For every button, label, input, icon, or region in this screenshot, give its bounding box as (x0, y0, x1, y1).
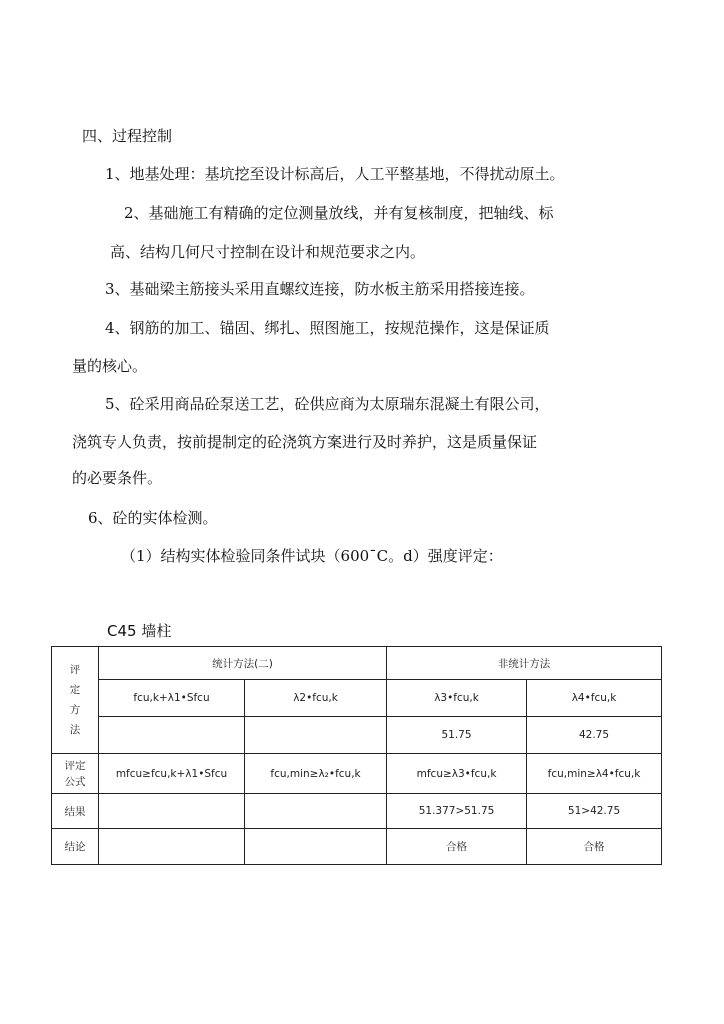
table-row (52, 754, 662, 794)
strength-evaluation-table (51, 646, 662, 865)
non-statistical-method-header: 非统计方法 (387, 647, 662, 680)
method-label-char: 评 (69, 664, 81, 676)
subheader-cell: fcu,k+λ1•Sfcu (99, 680, 245, 717)
paragraph-concrete-line1: 5、砼采用商品砼泵送工艺，砼供应商为太原瑞东混凝土有限公司， (105, 395, 550, 413)
paragraph-positioning-line1: 2、基础施工有精确的定位测量放线，并有复核制度，把轴线、标 (124, 204, 554, 222)
formula-label-line: 评定 (64, 759, 86, 772)
table-row (52, 680, 662, 717)
table-row (52, 829, 662, 865)
subheader-cell: λ3•fcu,k (387, 680, 527, 717)
table-row (52, 794, 662, 829)
conclusion-label-cell: 结论 (52, 829, 99, 865)
conclusion-cell (99, 829, 245, 865)
paragraph-rebar-processing-line2: 量的核心。 (72, 357, 148, 375)
conclusion-cell (245, 829, 387, 865)
result-cell: 51.377>51.75 (387, 794, 527, 829)
result-cell (99, 794, 245, 829)
formula-label-cell (52, 754, 99, 794)
paragraph-concrete-line3: 的必要条件。 (72, 469, 163, 487)
value-cell (245, 717, 387, 754)
paragraph-rebar-joints: 3、基础梁主筋接头采用直螺纹连接，防水板主筋采用搭接连接。 (105, 280, 535, 298)
value-cell: 51.75 (387, 717, 527, 754)
conclusion-cell: 合格 (387, 829, 527, 865)
formula-cell: mfcu≥fcu,k+λ1•Sfcu (99, 754, 245, 794)
paragraph-entity-testing: 6、砼的实体检测。 (88, 509, 218, 527)
paragraph-concrete-line2: 浇筑专人负责，按前提制定的砼浇筑方案进行及时养护，这是质量保证 (72, 433, 538, 451)
table-caption: C45 墙柱 (107, 622, 172, 640)
subheader-cell: λ2•fcu,k (245, 680, 387, 717)
paragraph-positioning-line2: 高、结构几何尺寸控制在设计和规范要求之内。 (110, 243, 426, 261)
value-cell: 42.75 (527, 717, 662, 754)
paragraph-strength-evaluation: （1）结构实体检验同条件试块（600ˉC。d）强度评定： (121, 547, 503, 565)
table-row (52, 717, 662, 754)
statistical-method-header: 统计方法(二) (99, 647, 387, 680)
formula-cell: mfcu≥λ3•fcu,k (387, 754, 527, 794)
subheader-cell: λ4•fcu,k (527, 680, 662, 717)
result-label-cell: 结果 (52, 794, 99, 829)
value-cell (99, 717, 245, 754)
formula-label-line: 公式 (64, 775, 86, 788)
section-heading: 四、过程控制 (82, 127, 173, 145)
result-cell (245, 794, 387, 829)
method-label-char: 定 (69, 684, 81, 696)
conclusion-cell: 合格 (527, 829, 662, 865)
method-label-char: 法 (69, 724, 81, 736)
method-label-char: 方 (69, 704, 81, 716)
formula-cell: fcu,min≥λ₂•fcu,k (245, 754, 387, 794)
paragraph-rebar-processing-line1: 4、钢筋的加工、锚固、绑扎、照图施工，按规范操作，这是保证质 (105, 319, 550, 337)
result-cell: 51>42.75 (527, 794, 662, 829)
paragraph-foundation-treatment: 1、地基处理：基坑挖至设计标高后，人工平整基地，不得扰动原土。 (105, 165, 565, 183)
formula-cell: fcu,min≥λ4•fcu,k (527, 754, 662, 794)
method-label-cell (52, 647, 99, 754)
table-row (52, 647, 662, 680)
